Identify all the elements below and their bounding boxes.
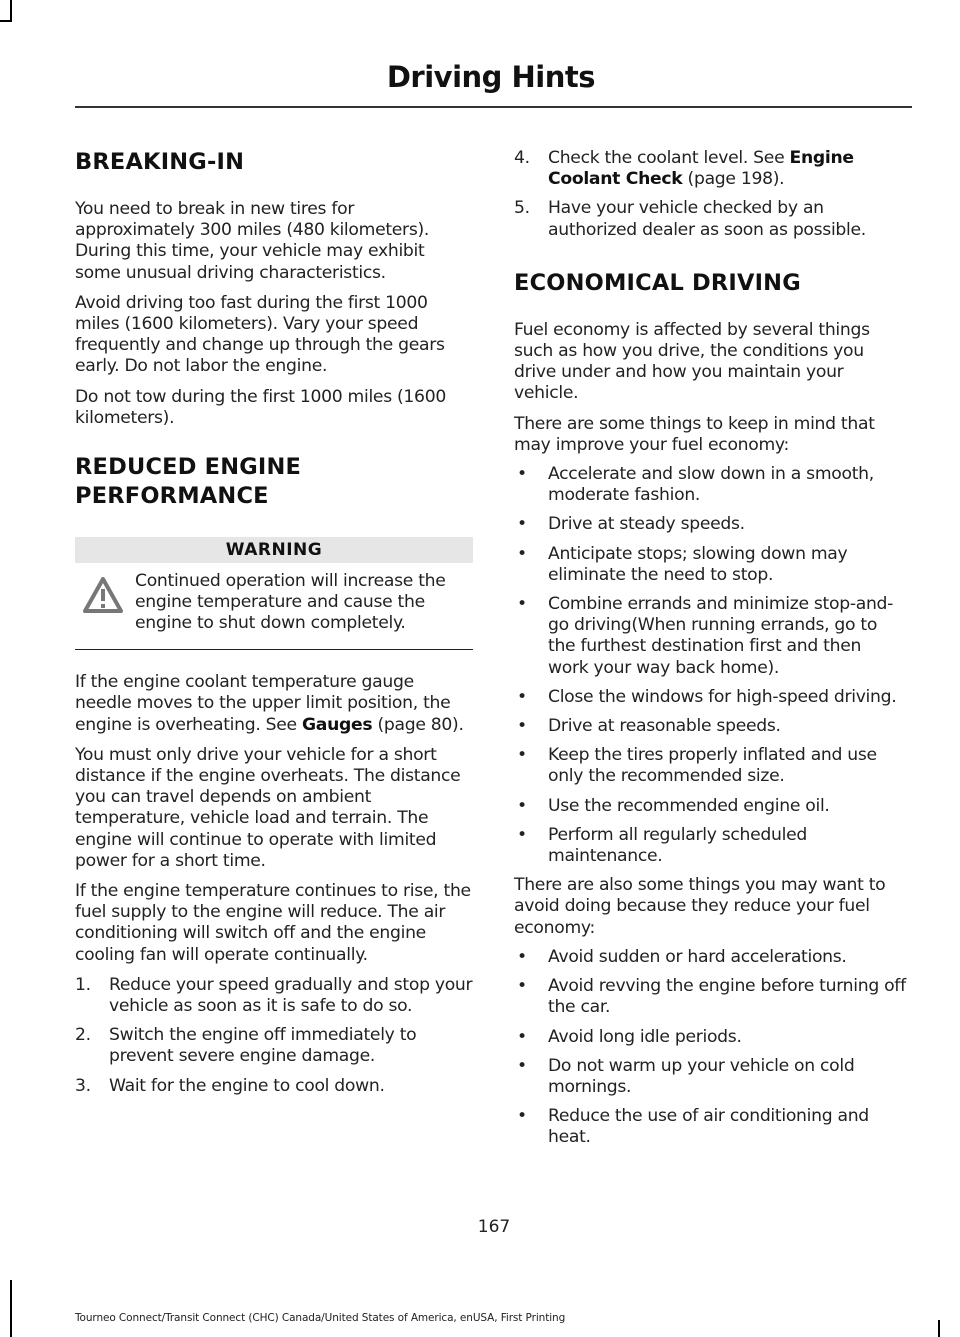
- bullet-dot: •: [517, 716, 527, 737]
- bullet-item: [514, 687, 906, 708]
- page-number: 167: [477, 1217, 511, 1237]
- bullet-item: [514, 745, 906, 787]
- bullet-dot: •: [517, 686, 527, 707]
- paragraph: [75, 672, 473, 736]
- bullet-text: Avoid long idle periods.: [548, 1026, 742, 1047]
- bullet-dot: •: [517, 1106, 527, 1127]
- bullet-dot: •: [517, 795, 527, 816]
- paragraph: There are some things to keep in mind that may improve your fuel economy:: [514, 413, 875, 455]
- heading-line: REDUCED ENGINE: [75, 454, 302, 481]
- crop-mark: [938, 1320, 940, 1337]
- heading-line: PERFORMANCE: [75, 483, 269, 510]
- page-footer: Tourneo Connect/Transit Connect (CHC) Canada/United States of America, enUSA, First Printing: [75, 1312, 566, 1324]
- bullet-dot: •: [517, 464, 527, 485]
- paragraph: Fuel economy is affected by several things such as how you drive, the conditions you drive under and how you maintain your vehicle.: [514, 319, 870, 404]
- bullet-item: [514, 514, 906, 535]
- crop-mark: [0, 20, 12, 22]
- list-number: 5.: [514, 198, 530, 219]
- text-run: Check the coolant level. See: [548, 148, 790, 168]
- paragraph: Do not tow during the first 1000 miles (1600 kilometers).: [75, 386, 446, 428]
- bullet-dot: •: [517, 594, 527, 615]
- bullet-text: Avoid sudden or hard accelerations.: [548, 946, 847, 967]
- bullet-item: [514, 825, 906, 867]
- paragraph: You need to break in new tires for approximately 300 miles (480 kilometers). During this time, your vehicle may exhibit some unusual driving characteristics.: [75, 199, 430, 283]
- bullet-dot: •: [517, 976, 527, 997]
- numbered-list: [75, 975, 473, 1097]
- list-number: 4.: [514, 148, 530, 168]
- list-text: Reduce your speed gradually and stop your vehicle as soon as it is safe to do so.: [109, 974, 473, 1016]
- list-text: Have your vehicle checked by an authorized dealer as soon as possible.: [548, 198, 866, 240]
- reference-gauges[interactable]: Gauges: [301, 714, 373, 735]
- header-rule: [75, 106, 912, 108]
- bullet-dot: •: [517, 824, 527, 845]
- warning-box: [75, 537, 473, 650]
- bullet-item: [514, 976, 906, 1018]
- list-number: 2.: [75, 1025, 91, 1046]
- list-text: Wait for the engine to cool down.: [109, 1075, 385, 1096]
- list-text: Switch the engine off immediately to prevent severe engine damage.: [109, 1025, 417, 1067]
- crop-mark: [10, 1280, 12, 1337]
- page-header-title: Driving Hints: [386, 60, 595, 94]
- bullet-text: Reduce the use of air conditioning and heat.: [548, 1106, 869, 1148]
- bullet-text: Anticipate stops; slowing down may eliminate the need to stop.: [548, 543, 848, 585]
- bullet-dot: •: [517, 946, 527, 967]
- bullet-item: [514, 1027, 906, 1048]
- bullet-text: Drive at reasonable speeds.: [548, 716, 781, 737]
- text-run: (page 198).: [682, 169, 785, 190]
- paragraph: You must only drive your vehicle for a short distance if the engine overheats. The distance you can travel depends on ambient temperature, vehicle load and terrain. The engine will continue to operate with limited power for a short time.: [75, 744, 461, 871]
- bullet-text: Perform all regularly scheduled maintenance.: [548, 824, 807, 867]
- bullet-text: Use the recommended engine oil.: [548, 795, 830, 816]
- list-number: 3.: [75, 1075, 91, 1096]
- right-column: [514, 148, 906, 1149]
- list-item: [514, 148, 906, 190]
- list-number: 1.: [75, 974, 91, 995]
- bullet-text: Drive at steady speeds.: [548, 514, 745, 535]
- bullet-dot: •: [517, 1026, 527, 1047]
- paragraph: If the engine temperature continues to rise, the fuel supply to the engine will reduce. The air conditioning will switch off and the engine cooling fan will operate continually.: [75, 880, 471, 965]
- crop-mark: [10, 0, 12, 22]
- bullet-dot: •: [517, 745, 527, 766]
- bullet-item: [514, 1106, 906, 1148]
- warning-text: Continued operation will increase the engine temperature and cause the engine to shut down completely.: [135, 571, 446, 634]
- warning-triangle-icon: [83, 577, 123, 619]
- bullet-text: Close the windows for high-speed driving.: [548, 686, 897, 707]
- list-item: [514, 198, 906, 240]
- bullet-list: [514, 464, 906, 867]
- bullet-text: Avoid revving the engine before turning off the car.: [548, 976, 906, 1018]
- section-heading-breaking-in: BREAKING-IN: [75, 149, 245, 175]
- list-item: [75, 1076, 473, 1097]
- left-column: [75, 140, 473, 1097]
- bullet-text: Do not warm up your vehicle on cold mornings.: [548, 1055, 855, 1097]
- text-run: (page 80).: [372, 714, 464, 735]
- bullet-dot: •: [517, 1055, 527, 1076]
- section-heading-reduced-engine: [75, 453, 473, 511]
- bullet-text: Combine errands and minimize stop-and-go driving(When running errands, go to the furthest destination first and then work your way back home).: [548, 594, 894, 678]
- list-item: [75, 975, 473, 1017]
- bullet-list: [514, 947, 906, 1149]
- bullet-item: [514, 796, 906, 817]
- bullet-item: [514, 464, 906, 506]
- warning-body: [75, 571, 473, 635]
- paragraph: There are also some things you may want to avoid doing because they reduce your fuel economy:: [514, 875, 886, 938]
- bullet-item: [514, 716, 906, 737]
- bullet-text: Accelerate and slow down in a smooth, moderate fashion.: [548, 464, 874, 506]
- bullet-item: [514, 1056, 906, 1098]
- bullet-item: [514, 594, 906, 679]
- bullet-dot: •: [517, 543, 527, 564]
- paragraph: Avoid driving too fast during the first 1000 miles (1600 kilometers). Vary your speed frequently and change up through the gears early. Do not labor the engine.: [75, 292, 445, 377]
- bullet-item: [514, 544, 906, 586]
- warning-rule: [75, 649, 473, 651]
- text-run: If the engine coolant temperature gauge needle moves to the upper limit position, the engine is overheating. See: [75, 672, 451, 735]
- section-heading-economical-driving: ECONOMICAL DRIVING: [514, 269, 801, 296]
- bullet-item: [514, 947, 906, 968]
- reference-engine-coolant-check[interactable]: Engine Coolant Check: [548, 148, 854, 190]
- bullet-dot: •: [517, 514, 527, 535]
- bullet-text: Keep the tires properly inflated and use only the recommended size.: [548, 745, 877, 787]
- list-item: [75, 1025, 473, 1067]
- warning-label: WARNING: [75, 537, 473, 563]
